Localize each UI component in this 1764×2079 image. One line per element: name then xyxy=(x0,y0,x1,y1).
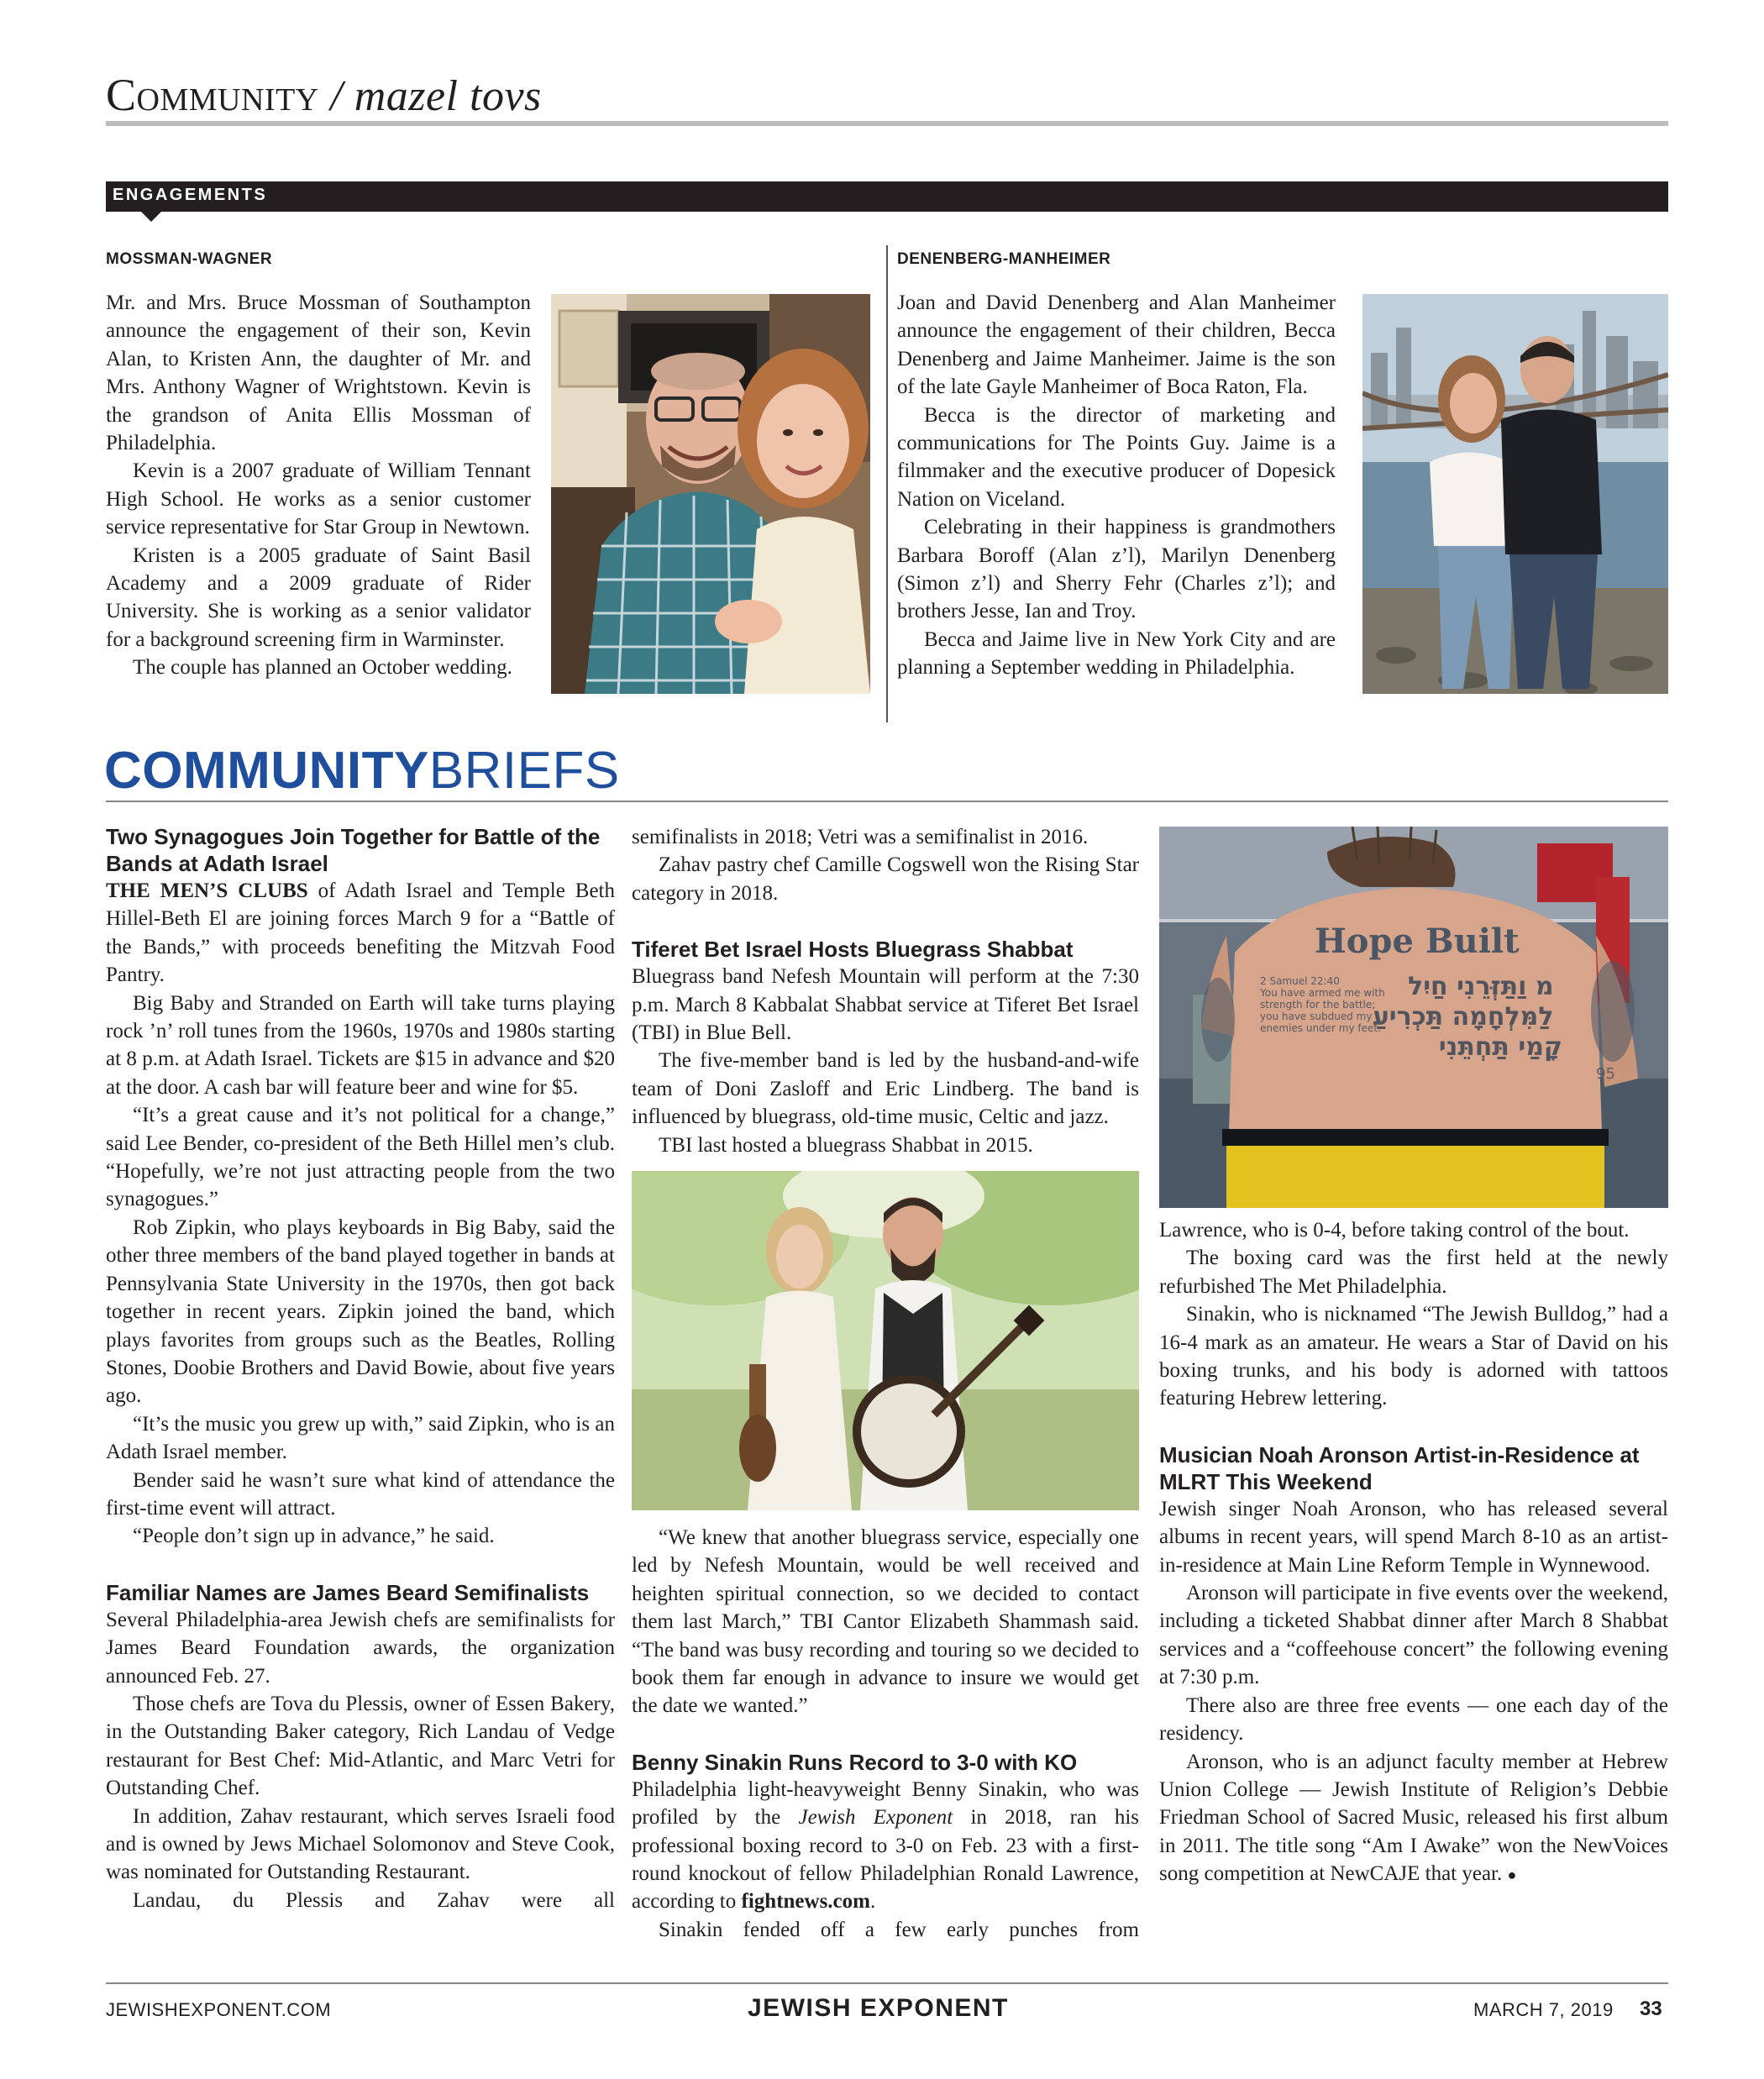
paragraph: Rob Zipkin, who plays keyboards in Big Baby, said the other three members of the band played together in bands at Pennsylvania State University in the 1970s, then got back together in recent years. Zipkin joined the band, which plays favorites from groups such as the Beatles, Rolling Stones, Doobie Brothers and David Bowie, about five years ago. xyxy=(106,1215,615,1408)
paragraph: There also are three free events — one each day of the residency. xyxy=(1159,1693,1668,1746)
bluegrass-duo-photo-illustration xyxy=(632,1171,1139,1510)
brief-headline: Musician Noah Aronson Artist-in-Residence at MLRT This Weekend xyxy=(1159,1441,1640,1494)
footer-website: JEWISHEXPONENT.COM xyxy=(106,1999,332,2020)
paragraph: Becca and Jaime live in New York City and are planning a September wedding in Philadelphia. xyxy=(897,627,1336,680)
paragraph: The couple has planned an October wedding. xyxy=(133,656,512,680)
paragraph: The boxing card was the first held at the newly refurbished The Met Philadelphia. xyxy=(1159,1247,1668,1298)
text: in 2018, ran his professional boxing record to 3-0 on Feb. 23 with a first-round knockout of fellow Philadelphian Ronald Lawrence, according to xyxy=(632,1806,1140,1914)
subsection-title: mazel tovs xyxy=(354,72,542,120)
tattoo-verse-english: 2 Samuel 22:40 You have armed me with strength for the battle; you have subdued my enemies under my feet. xyxy=(1260,975,1385,1034)
couple-by-river-photo-illustration xyxy=(1362,294,1668,694)
engagement-text-right xyxy=(897,289,1336,682)
boxer-tattoo-photo-illustration xyxy=(1159,827,1668,1208)
paragraph: “It’s a great cause and it’s not political for a change,” said Lee Bender, co-president of the Beth Hillel men’s club. “Hopefully, we’re not just attracting people from the two synagogues.” xyxy=(106,1104,615,1211)
paragraph xyxy=(1159,1748,1668,1890)
paragraph: Joan and David Denenberg and Alan Manheimer announce the engagement of their children, Becca Denenberg and Jaime Manheimer. Jaime is the son of the late Gayle Manheimer of Boca Raton, Fla. xyxy=(897,291,1336,399)
paragraph: Kevin is a 2007 graduate of William Tennant High School. He works as a senior customer service representative for Star Group in Newtown. xyxy=(106,459,531,539)
footer-page-number: 33 xyxy=(1640,1998,1662,2020)
paragraph: Sinakin, who is nicknamed “The Jewish Bulldog,” had a 16-4 mark as an amateur. He wears a Star of David on his boxing trunks, and his body is adorned with tattoos featuring Hebrew lettering. xyxy=(1159,1303,1668,1410)
paragraph: Mr. and Mrs. Bruce Mossman of Southampton announce the engagement of their son, Kevin Alan, to Kristen Ann, the daughter of Mr. and Mrs. Anthony Wagner of Wrightstown. Kevin is the grandson of Anita Ellis Mossman of Philadelphia. xyxy=(106,291,531,455)
section-title: Community xyxy=(106,70,319,120)
paragraph: Zahav pastry chef Camille Cogswell won the Rising Star category in 2018. xyxy=(632,853,1139,905)
briefs-rule xyxy=(106,801,1668,802)
community-briefs-title xyxy=(104,741,620,801)
end-mark: ● xyxy=(1507,1866,1517,1884)
paragraph: Bluegrass band Nefesh Mountain will perform at the 7:30 p.m. March 8 Kabbalat Shabbat service at Tiferet Bet Israel (TBI) in Blue Bell. xyxy=(632,965,1139,1045)
engagement-text-left xyxy=(106,289,531,682)
briefs-column-3 xyxy=(1159,1216,1668,1890)
engagements-column-divider xyxy=(886,245,888,722)
lead-text: of Adath Israel and Temple Beth Hillel-Beth El are joining forces March 9 for a “Battle of the Bands,” with proceeds benefiting the Mitzvah Food Pantry. xyxy=(106,879,615,987)
paragraph: In addition, Zahav restaurant, which serves Israeli food and is owned by Jews Michael Solomonov and Steve Cook, was nominated for Outstanding Restaurant. xyxy=(106,1804,615,1884)
text: Aronson, who is an adjunct faculty member at Hebrew Union College — Jewish Institute of Religion’s Debbie Friedman School of Sacred Music, released his first album in 2011. The title song “Am I Awake” won the NewVoices song competition at NewCAJE that year. xyxy=(1159,1750,1668,1886)
paragraph: semifinalists in 2018; Vetri was a semifinalist in 2016. xyxy=(632,826,1089,848)
brief-headline: Tiferet Bet Israel Hosts Bluegrass Shabbat xyxy=(632,937,1074,963)
publication-name: Jewish Exponent xyxy=(798,1806,953,1830)
paragraph: Jewish singer Noah Aronson, who has released several albums in recent years, will spend March 8-10 as an artist-in-residence at Main Line Reform Temple in Wynnewood. xyxy=(1159,1497,1668,1577)
engagement-photo-mossman-wagner xyxy=(551,294,870,694)
tattoo-verse-hebrew: מ וַתַּזְּרֵנִי חַיִל לַמִּלְחָמָה תַּכְרִיעַ קָמַי תַּחְתֵּנִי xyxy=(1372,972,1562,1062)
engagements-bar-pointer xyxy=(141,212,161,222)
briefs-column-1 xyxy=(106,823,615,1914)
paragraph: Several Philadelphia-area Jewish chefs are semifinalists for James Beard Foundation awards, the organization announced Feb. 27. xyxy=(106,1608,615,1688)
briefs-title-bold: COMMUNITY xyxy=(104,742,429,800)
footer-masthead: JEWISH EXPONENT xyxy=(748,1994,1009,2022)
footer-date: MARCH 7, 2019 xyxy=(1473,1999,1614,2020)
engagement-heading-left: MOSSMAN-WAGNER xyxy=(106,250,273,268)
footer-rule xyxy=(106,1982,1668,1984)
arm-tattoo-number: 95 xyxy=(1596,1065,1615,1083)
paragraph: Bender said he wasn’t sure what kind of attendance the first-time event will attract. xyxy=(106,1468,615,1520)
text: . xyxy=(869,1890,876,1914)
paragraph: The five-member band is led by the husband-and-wife team of Doni Zasloff and Eric Lindberg. The band is influenced by bluegrass, old-time music, Celtic and jazz. xyxy=(632,1049,1139,1129)
briefs-column-2 xyxy=(632,823,1139,1159)
brief-headline: Familiar Names are James Beard Semifinalists xyxy=(106,1579,590,1605)
paragraph: Lawrence, who is 0-4, before taking control of the bout. xyxy=(1159,1219,1630,1242)
paragraph: “We knew that another bluegrass service, especially one led by Nefesh Mountain, would be well received and heighten spiritual connection, so we decided to contact them last March,” TBI Cantor Elizabeth Shammash said. “The band was busy recording and touring so we decided to book them far enough in advance to insure we would get the date we wanted.” xyxy=(632,1526,1139,1718)
engagements-bar xyxy=(106,181,1668,212)
section-header xyxy=(106,69,542,121)
section-separator: / xyxy=(318,72,354,120)
engagement-heading-right: DENENBERG-MANHEIMER xyxy=(897,250,1111,268)
header-rule xyxy=(106,121,1668,126)
lead-in: THE MEN’S CLUBS xyxy=(106,879,308,902)
engagement-photo-denenberg-manheimer xyxy=(1362,294,1668,694)
nefesh-mountain-photo xyxy=(632,1171,1139,1510)
paragraph: Aronson will participate in five events over the weekend, including a ticketed Shabbat dinner after March 8 Shabbat services and a “coffeehouse concert” the following evening at 7:30 p.m. xyxy=(1159,1582,1668,1689)
paragraph xyxy=(632,1776,1139,1916)
couple-photo-illustration xyxy=(551,294,870,694)
paragraph: “People don’t sign up in advance,” he said. xyxy=(133,1525,495,1548)
briefs-title-light: BRIEFS xyxy=(428,742,620,800)
brief-headline: Two Synagogues Join Together for Battle of the Bands at Adath Israel xyxy=(106,824,601,876)
paragraph: Celebrating in their happiness is grandmothers Barbara Boroff (Alan z’l), Marilyn Denenberg (Simon z’l) and Sherry Fehr (Charles z’l); and brothers Jesse, Ian and Troy. xyxy=(897,516,1336,623)
brief-headline: Benny Sinakin Runs Record to 3-0 with KO xyxy=(632,1749,1078,1775)
fightnews-link[interactable]: fightnews.com xyxy=(741,1890,870,1914)
paragraph xyxy=(106,877,615,990)
paragraph: Big Baby and Stranded on Earth will take turns playing rock ’n’ roll tunes from the 1960s, 1970s and 1980s starting at 8 p.m. at Adath Israel. Tickets are $15 in advance and $20 at the door. A cash bar will feature beer and wine for $5. xyxy=(106,991,615,1099)
text: Philadelphia light-heavyweight Benny Sinakin, who was profiled by the xyxy=(632,1777,1139,1830)
tattoo-upper-text: Hope Built xyxy=(1315,921,1520,961)
paragraph: TBI last hosted a bluegrass Shabbat in 2015. xyxy=(659,1133,1033,1157)
paragraph: Kristen is a 2005 graduate of Saint Basil Academy and a 2009 graduate of Rider University. She is working as a senior validator for a background screening firm in Warminster. xyxy=(106,543,531,651)
paragraph: Sinakin fended off a few early punches from xyxy=(659,1918,1139,1941)
paragraph: Those chefs are Tova du Plessis, owner of Essen Bakery, in the Outstanding Baker category, Rich Landau of Vedge restaurant for Best Chef: Mid-Atlantic, and Marc Vetri for Outstanding Chef. xyxy=(106,1692,615,1800)
benny-sinakin-photo xyxy=(1159,827,1668,1208)
paragraph: Landau, du Plessis and Zahav were all xyxy=(133,1888,615,1912)
engagements-label: ENGAGEMENTS xyxy=(113,186,268,204)
paragraph: “It’s the music you grew up with,” said Zipkin, who is an Adath Israel member. xyxy=(106,1412,615,1464)
briefs-column-2-continued xyxy=(632,1524,1139,1944)
paragraph: Becca is the director of marketing and communications for The Points Guy. Jaime is a filmmaker and the executive producer of Dopesick Nation on Viceland. xyxy=(897,403,1336,511)
